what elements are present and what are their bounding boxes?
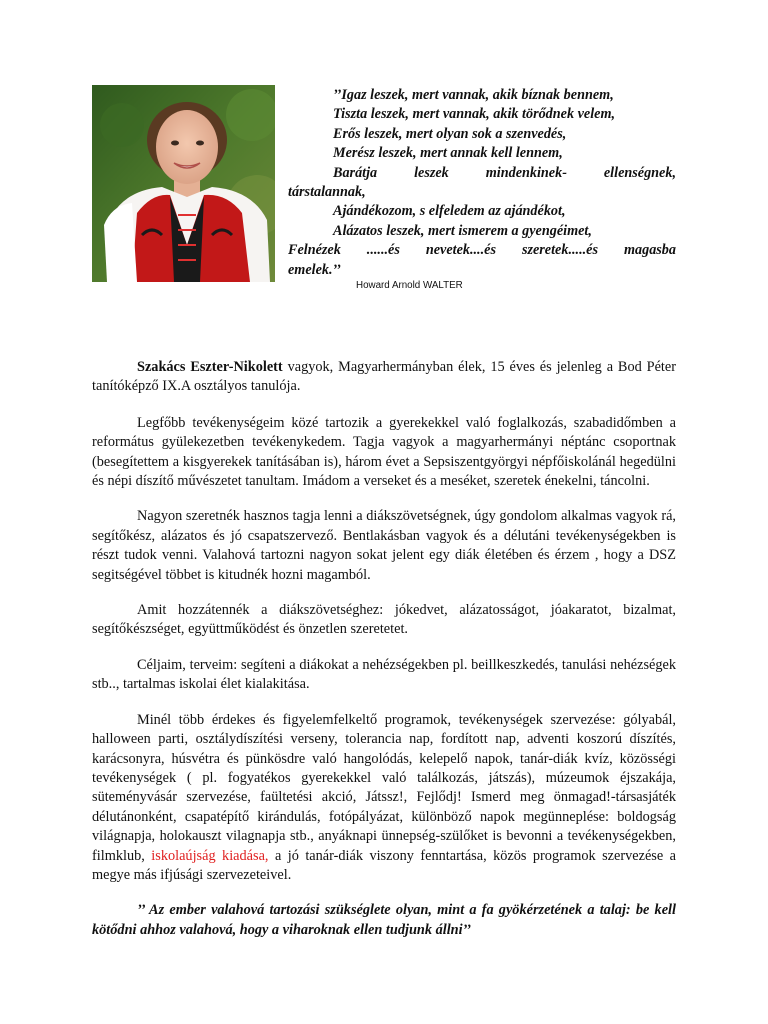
poem-line: Erős leszek, mert olyan sok a szenvedés,: [333, 125, 567, 142]
poem-line: Barátja leszek mindenkinek- ellenségnek,: [333, 164, 676, 181]
poem-line: Felnézek ......és nevetek....és szeretek.....és magasba: [288, 242, 676, 259]
contribution-paragraph: Amit hozzátennék a diákszövetséghez: jókedvet, alázatosságot, jóakaratot, bizalmat, segítőkészséget, együttműködést és önzetlen szeretetet.: [92, 602, 676, 638]
document-body: [92, 358, 676, 956]
activities-paragraph: Legfőbb tevékenységeim közé tartozik a gyerekekkel való foglalkozás, szabadidőmben a református gyülekezetben tevékenykedem. Tagja vagyok a magyarhermányi néptánc csoportnak (besegítettem a kisgyerekek tanításában is), három évet a Sepsiszentgyörgyi népfőiskolánál hegedülni és népi díszítő művészetet tanultam. Imádom a verseket és a meséket, szeretek énekelni, táncolni.: [92, 414, 676, 490]
poem-author: Howard Arnold WALTER: [356, 280, 463, 291]
poem-line: Ajándékozom, s elfeledem az ajándékot,: [333, 203, 566, 220]
goals-paragraph: Céljaim, terveim: segíteni a diákokat a nehézségekben pl. beillkeszkedés, tanulási nehézségek stb.., tartalmas iskolai élet kialakitása.: [92, 656, 676, 693]
intro-text: vagyok, Magyarhermányban élek, 15 éves és jelenleg a Bod Péter tanítóképző IX.A osztályos tanulója.: [92, 359, 676, 395]
programs-text: Minél több érdekes és figyelemfelkeltő programok, tevékenységek szervezése: gólyabál, halloween parti, osztálydíszítési verseny, tolerancia nap, fordított nap, adventi koszorú díszítés, karácsonyra, húsvétra és pünkösdre való hangolódás, kelepelő napok, tanár-diák kvíz, közösségi tevékenységek ( pl. fogyatékos gyerekekkel való találkozás, játszás), múzeumok éjszakája, süteményvásár szervezése, faültetési akció, Játssz!, Fejlődj! Ismerd meg önmagad!-társasjáték délutánonként, csapatépítő kirándulás, fotópályázat, különböző napok megünneplése: boldogság világnapja, holokauszt vilagnapja stb., anyáknapi ünnepség-szülőket is bevonni a tevékenységekben, filmklub,: [92, 711, 676, 864]
poem-line: emelek.’’: [288, 261, 341, 278]
author-name: Szakács Eszter-Nikolett: [137, 359, 283, 375]
programs-text-end: a jó tanár-diák viszony fenntartása, közös programok szervezése a megye más ifjúsági szervezeteivel.: [92, 847, 676, 883]
intro-paragraph: [92, 358, 676, 397]
poem-line: Merész leszek, mert annak kell lennem,: [333, 145, 563, 162]
poem-line: társtalannak,: [288, 184, 366, 201]
motivation-paragraph: Nagyon szeretnék hasznos tagja lenni a diákszövetségnek, úgy gondolom alkalmas vagyok rá, segítőkész, alázatos és jó csapatszervező. Bentlakásban vagyok és a délutáni tevékenységekben is részt tudok venni. Valahová tartozni nagyon sokat jelent egy diák életében és érzem , hogy a DSZ segitségével többet is kitudnék hozni magamból.: [92, 508, 676, 583]
closing-quote: ’’ Az ember valahová tartozási szükséglete olyan, mint a fa gyökérzetének a talaj: be kell kötődni ahhoz valahová, hogy a viharoknak ellen tudjunk állni’’: [92, 902, 676, 938]
highlighted-text: iskolaújság kiadása,: [151, 847, 269, 864]
poem: [288, 86, 676, 280]
programs-paragraph: [92, 711, 676, 886]
poem-line: Tiszta leszek, mert vannak, akik törődnek velem,: [333, 106, 616, 123]
poem-line: Alázatos leszek, mert ismerem a gyengéimet,: [333, 222, 592, 239]
portrait-photo: [92, 85, 275, 282]
poem-line: ’’Igaz leszek, mert vannak, akik bíznak bennem,: [333, 87, 614, 103]
